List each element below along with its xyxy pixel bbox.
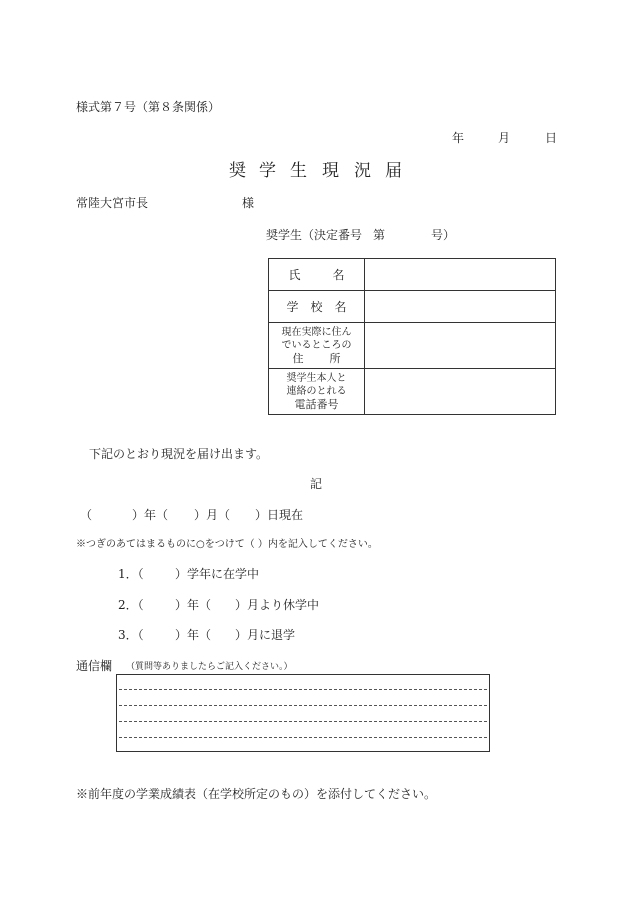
comm-box[interactable] <box>116 674 490 752</box>
date-month-label: 月 <box>498 131 511 145</box>
phone-label: 奨学生本人と 連絡のとれる 電話番号 <box>269 369 365 415</box>
scholar-number-suffix: 号） <box>431 228 456 242</box>
option-3-text: ）月に退学 <box>235 628 296 642</box>
table-row-phone <box>269 369 556 415</box>
date-year-label: 年 <box>452 131 465 145</box>
instruction-text: ※つぎのあてはまるものに○をつけて（ ）内を記入してください。 <box>76 539 378 550</box>
comm-dashed-line <box>119 689 487 690</box>
scholar-number-prefix: 奨学生（決定番号 <box>266 228 363 242</box>
school-field[interactable] <box>365 291 556 323</box>
comm-dashed-line <box>119 721 487 722</box>
as-of-open-paren: （ <box>80 508 93 522</box>
applicant-info-table <box>268 258 556 415</box>
option-1-text: ）学年に在学中 <box>175 567 260 581</box>
option-3-number: 3．（ <box>118 628 144 642</box>
scholar-number-dai: 第 <box>373 228 386 242</box>
comm-dashed-line <box>119 737 487 738</box>
title-char: 現 <box>322 161 341 181</box>
form-number: 様式第７号（第８条関係） <box>76 100 221 114</box>
as-of-day: ）日現在 <box>255 508 304 522</box>
date-day-label: 日 <box>545 131 558 145</box>
title-char: 届 <box>385 161 404 181</box>
title-char: 況 <box>354 161 373 181</box>
comm-note: （質問等ありましたらご記入ください。） <box>126 662 293 672</box>
address-field[interactable] <box>365 323 556 369</box>
option-1-number: 1．（ <box>118 567 144 581</box>
table-row-name <box>269 259 556 291</box>
option-2-text: ）月より休学中 <box>235 598 320 612</box>
intro-text: 下記のとおり現況を届け出ます。 <box>89 447 269 461</box>
title-char: 生 <box>290 161 309 181</box>
addressee-name: 常陸大宮市長 <box>76 196 149 210</box>
comm-dashed-line <box>119 705 487 706</box>
address-label: 現在実際に住ん でいるところの 住 所 <box>269 323 365 369</box>
as-of-month: ）月（ <box>194 508 231 522</box>
as-of-year: ）年（ <box>132 508 169 522</box>
name-field[interactable] <box>365 259 556 291</box>
ki-heading: 記 <box>310 477 323 491</box>
school-label: 学 校 名 <box>269 291 365 323</box>
option-2-number: 2．（ <box>118 598 144 612</box>
option-3-year: ）年（ <box>175 628 212 642</box>
table-row-school <box>269 291 556 323</box>
attachment-footnote: ※前年度の学業成績表（在学校所定のもの）を添付してください。 <box>76 787 437 801</box>
title-char: 学 <box>259 161 278 181</box>
name-label: 氏 名 <box>269 259 365 291</box>
comm-label: 通信欄 <box>76 659 113 673</box>
phone-field[interactable] <box>365 369 556 415</box>
addressee-honorific: 様 <box>242 196 255 210</box>
table-row-address <box>269 323 556 369</box>
title-char: 奨 <box>229 161 248 181</box>
option-2-year: ）年（ <box>175 598 212 612</box>
